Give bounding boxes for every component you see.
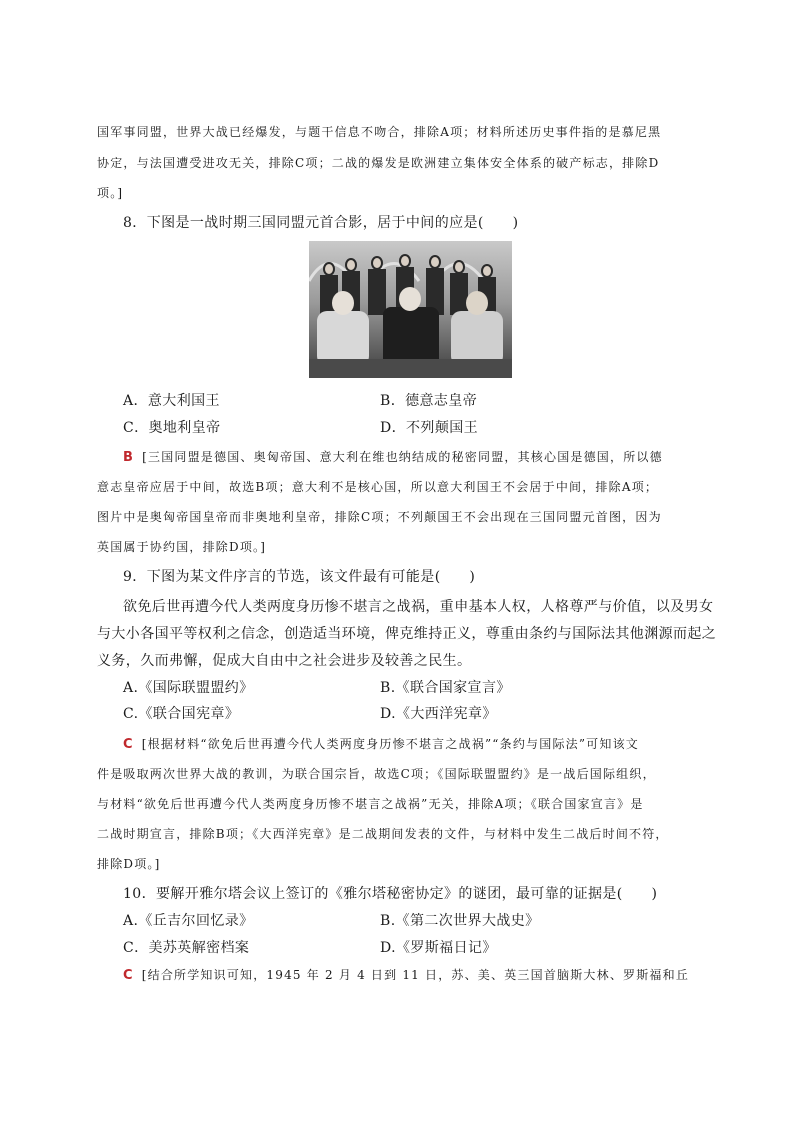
answer-letter: C [123, 737, 134, 752]
explanation-line: 二战时期宣言，排除B项；《大西洋宪章》是二战期间发表的文件，与材料中发生二战后时间不符， [97, 827, 669, 841]
photo-illustration [309, 241, 512, 378]
explanation-line: 国军事同盟，世界大战已经爆发，与题干信息不吻合，排除A项；材料所述历史事件指的是慕尼黑 [97, 125, 662, 139]
question-stem: 8．下图是一战时期三国同盟元首合影，居于中间的应是( ) [123, 215, 519, 231]
question-stem: 10．要解开雅尔塔会议上签订的《雅尔塔秘密协定》的谜团，最可靠的证据是( ) [123, 886, 658, 902]
historical-photo [309, 241, 512, 378]
passage-line: 义务，久而弗懈，促成大自由中之社会进步及较善之民生。 [97, 653, 472, 669]
option-d: D.《罗斯福日记》 [380, 940, 497, 956]
option-a: A.《国际联盟盟约》 [123, 680, 254, 696]
explanation-line: 协定，与法国遭受进攻无关，排除C项；二战的爆发是欧洲建立集体安全体系的破产标志，排除D [97, 156, 660, 170]
explanation-line: 排除D项。] [97, 857, 161, 871]
option-d: D．不列颠国王 [380, 420, 479, 436]
explanation-line [123, 735, 639, 752]
explanation-line: 意志皇帝应居于中间，故选B项；意大利不是核心国，所以意大利国王不会居于中间，排除A项； [97, 480, 659, 494]
option-c: C．奥地利皇帝 [123, 420, 221, 436]
answer-letter: B [123, 450, 135, 465]
answer-letter: C [123, 968, 134, 983]
explanation-line [123, 448, 663, 465]
explanation-line: 与材料“欲免后世再遭今代人类两度身历惨不堪言之战祸”无关，排除A项；《联合国家宣言》是 [97, 797, 644, 811]
explanation-text: [三国同盟是德国、奥匈帝国、意大利在维也纳结成的秘密同盟，其核心国是德国，所以德 [142, 450, 663, 464]
option-a: A.《丘吉尔回忆录》 [123, 913, 254, 929]
explanation-line [123, 966, 689, 983]
question-stem: 9．下图为某文件序言的节选，该文件最有可能是( ) [123, 569, 476, 585]
passage-line: 欲免后世再遭今代人类两度身历惨不堪言之战祸，重申基本人权，人格尊严与价值，以及男女 [123, 599, 714, 615]
option-d: D.《大西洋宪章》 [380, 706, 497, 722]
passage-line: 与大小各国平等权利之信念，创造适当环境，俾克维持正义，尊重由条约与国际法其他渊源而起之 [97, 626, 717, 642]
explanation-text: [结合所学知识可知，1945 年 2 月 4 日到 11 日，苏、美、英三国首脑斯大林、罗斯福和丘 [141, 968, 690, 982]
explanation-line: 图片中是奥匈帝国皇帝而非奥地利皇帝，排除C项；不列颠国王不会出现在三国同盟元首图，因为 [97, 510, 662, 524]
option-b: B.《第二次世界大战史》 [380, 913, 540, 929]
option-b: B．德意志皇帝 [380, 393, 478, 409]
explanation-line: 项。] [97, 186, 124, 200]
explanation-line: 件是吸取两次世界大战的教训，为联合国宗旨，故选C项；《国际联盟盟约》是一战后国际组织， [97, 767, 656, 781]
option-c: C.《联合国宪章》 [123, 706, 240, 722]
option-b: B.《联合国家宣言》 [380, 680, 511, 696]
option-a: A．意大利国王 [123, 393, 220, 409]
option-c: C．美苏英解密档案 [123, 940, 250, 956]
explanation-line: 英国属于协约国，排除D项。] [97, 540, 267, 554]
explanation-text: [根据材料“欲免后世再遭今代人类两度身历惨不堪言之战祸”“条约与国际法”可知该文 [141, 737, 639, 751]
